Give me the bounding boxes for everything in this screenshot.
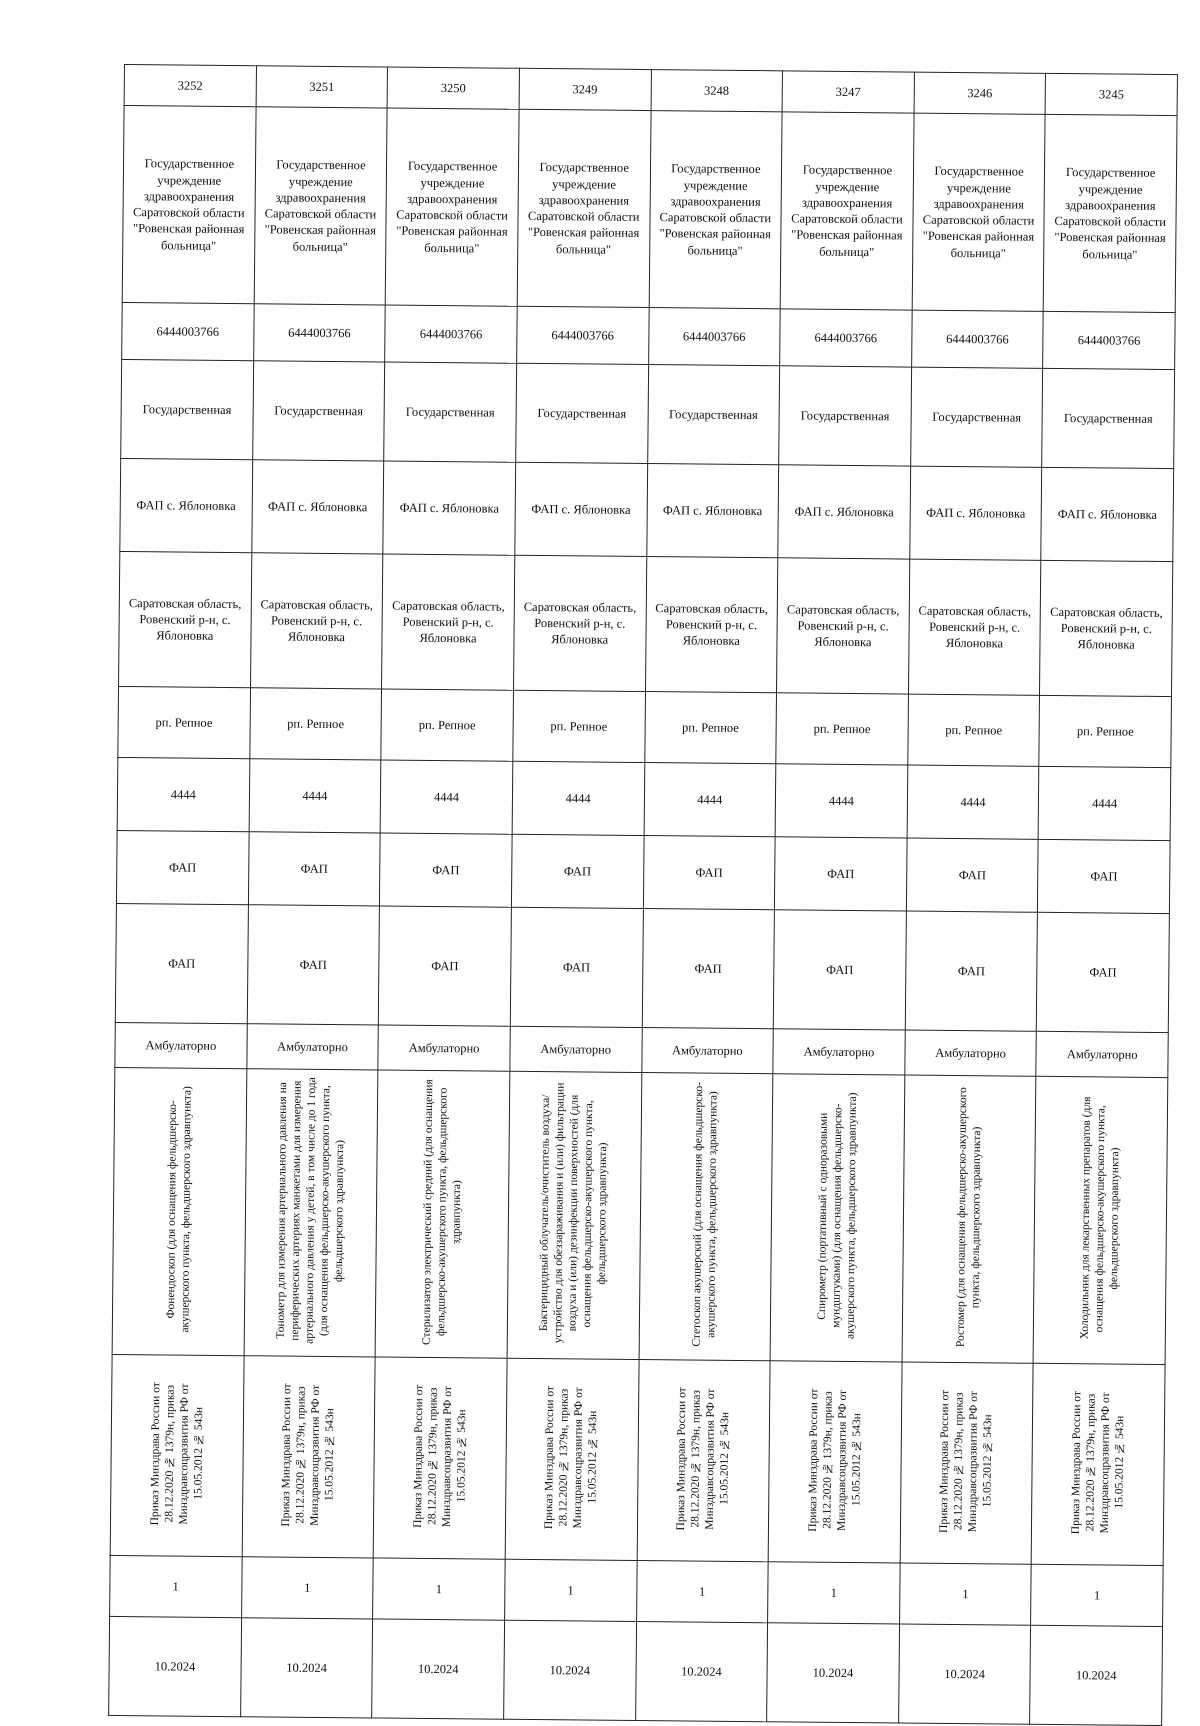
cell-address: Саратовская область, Ровенский р-н, с. Яблоновка bbox=[119, 551, 252, 687]
cell-address: Саратовская область, Ровенский р-н, с. Яблоновка bbox=[513, 555, 646, 691]
row-code bbox=[117, 757, 1171, 840]
cell-order bbox=[1032, 1363, 1166, 1565]
cell-facility-type: ФАП bbox=[906, 838, 1038, 912]
row-locality bbox=[118, 686, 1172, 767]
cell-address: Саратовская область, Ровенский р-н, с. Яблоновка bbox=[645, 557, 778, 693]
cell-locality: рп. Репное bbox=[118, 686, 250, 758]
cell-inn: 6444003766 bbox=[780, 309, 912, 367]
cell-locality: рп. Репное bbox=[776, 693, 908, 765]
cell-order bbox=[242, 1356, 376, 1558]
order-text: Приказ Минздрава России от 28.12.2020 № 1379н, приказ Минздравсоцразвития РФ от 15.05.2012 № 543н bbox=[1069, 1390, 1127, 1534]
cell-number: 3252 bbox=[124, 65, 256, 107]
cell-unit: ФАП с. Яблоновка bbox=[646, 464, 779, 558]
cell-organization: Государственное учреждение здравоохранения Саратовской области "Ровенская районная больница" bbox=[912, 113, 1046, 311]
cell-order bbox=[505, 1358, 639, 1560]
cell-unit: ФАП с. Яблоновка bbox=[778, 465, 911, 559]
equipment-text: Холодильник для лекарственных препаратов (для оснащения фельдшерско-акушерского пункта, фельдшерского здравпункта) bbox=[1078, 1096, 1122, 1340]
cell-care-condition: Амбулаторно bbox=[378, 1025, 510, 1071]
cell-equipment bbox=[1033, 1076, 1167, 1364]
row-unit bbox=[120, 458, 1174, 561]
cell-ownership: Государственная bbox=[779, 366, 912, 466]
cell-ownership: Государственная bbox=[647, 365, 780, 465]
cell-unit: ФАП с. Яблоновка bbox=[910, 466, 1043, 560]
cell-equipment bbox=[507, 1071, 641, 1359]
cell-organization: Государственное учреждение здравоохранения Саратовской области "Ровенская районная больница" bbox=[649, 111, 783, 309]
cell-equipment bbox=[639, 1073, 773, 1361]
equipment-text: Ростомер (для оснащения фельдшерско-акушерского пункта, фельдшерского здравпункта) bbox=[954, 1086, 983, 1347]
cell-number: 3249 bbox=[519, 68, 651, 110]
cell-quantity: 1 bbox=[373, 1558, 505, 1620]
cell-organization: Государственное учреждение здравоохранения Саратовской области "Ровенская районная больница" bbox=[1044, 114, 1178, 312]
cell-number: 3250 bbox=[387, 67, 519, 109]
cell-facility-kind: ФАП bbox=[510, 907, 643, 1027]
cell-number: 3251 bbox=[256, 66, 388, 108]
cell-date: 10.2024 bbox=[504, 1620, 637, 1720]
cell-address: Саратовская область, Ровенский р-н, с. Яблоновка bbox=[382, 554, 515, 690]
scanned-register-page bbox=[109, 64, 1178, 1683]
order-text: Приказ Минздрава России от 28.12.2020 № 1379н, приказ Минздравсоцразвития РФ от 15.05.2012 № 543н bbox=[148, 1381, 205, 1525]
equipment-text: Бактерицидный облучатель/очиститель воздуха/устройство для обеззараживания и (или) фильтрации воздуха и (или) дезинфекции поверхностей (для оснащения фельдшерско-акушерского пункта, фельдшерского здравпункта) bbox=[538, 1082, 610, 1344]
cell-unit: ФАП с. Яблоновка bbox=[515, 462, 648, 556]
equipment-text: Стерилизатор электрический средний (для оснащения фельдшерско-акушерского пункта, фельдшерского здравпункта) bbox=[420, 1078, 464, 1345]
cell-quantity: 1 bbox=[110, 1555, 242, 1617]
cell-date: 10.2024 bbox=[240, 1618, 373, 1718]
cell-date: 10.2024 bbox=[109, 1616, 242, 1716]
cell-locality: рп. Репное bbox=[908, 694, 1040, 766]
cell-care-condition: Амбулаторно bbox=[115, 1022, 247, 1068]
cell-facility-kind: ФАП bbox=[1037, 912, 1170, 1032]
row-inn bbox=[122, 302, 1175, 369]
cell-facility-type: ФАП bbox=[775, 837, 907, 911]
cell-number: 3246 bbox=[914, 72, 1046, 114]
cell-locality: рп. Репное bbox=[249, 688, 381, 760]
cell-order bbox=[373, 1357, 507, 1559]
row-address bbox=[119, 551, 1173, 696]
row-date bbox=[109, 1616, 1163, 1725]
cell-address: Саратовская область, Ровенский р-н, с. Яблоновка bbox=[908, 559, 1041, 695]
cell-facility-type: ФАП bbox=[248, 832, 380, 906]
cell-facility-type: ФАП bbox=[511, 834, 643, 908]
cell-organization: Государственное учреждение здравоохранения Саратовской области "Ровенская районная больница" bbox=[780, 112, 914, 310]
order-text: Приказ Минздрава России от 28.12.2020 № 1379н, приказ Минздравсоцразвития РФ от 15.05.2012 № 543н bbox=[938, 1389, 995, 1533]
cell-unit: ФАП с. Яблоновка bbox=[1041, 467, 1174, 561]
cell-code: 4444 bbox=[644, 763, 776, 837]
order-text: Приказ Минздрава России от 28.12.2020 № 1379н, приказ Минздравсоцразвития РФ от 15.05.2012 № 543н bbox=[411, 1384, 469, 1528]
cell-facility-type: ФАП bbox=[380, 833, 512, 907]
cell-inn: 6444003766 bbox=[911, 310, 1043, 368]
cell-quantity: 1 bbox=[768, 1562, 900, 1624]
cell-locality: рп. Репное bbox=[513, 690, 645, 762]
cell-quantity: 1 bbox=[899, 1563, 1031, 1625]
cell-facility-kind: ФАП bbox=[905, 911, 1038, 1031]
cell-date: 10.2024 bbox=[372, 1619, 505, 1719]
equipment-text: Тонометр для измерения артериального давления на периферических артериях манжетами для измерения артериального давления у детей, в том числе до 1 года (для оснащения фельдшерско-акушерского пункта, фельдшерского здравпункта) bbox=[274, 1077, 347, 1345]
cell-care-condition: Амбулаторно bbox=[510, 1026, 642, 1072]
cell-inn: 6444003766 bbox=[122, 302, 254, 360]
cell-facility-kind: ФАП bbox=[379, 906, 512, 1026]
cell-facility-type: ФАП bbox=[643, 836, 775, 910]
cell-unit: ФАП с. Яблоновка bbox=[383, 461, 516, 555]
row-organization bbox=[122, 106, 1177, 313]
order-text: Приказ Минздрава России от 28.12.2020 № 1379н, приказ Минздравсоцразвития РФ от 15.05.2012 № 543н bbox=[280, 1382, 337, 1527]
cell-code: 4444 bbox=[775, 764, 907, 838]
cell-care-condition: Амбулаторно bbox=[773, 1029, 905, 1075]
cell-ownership: Государственная bbox=[1042, 368, 1175, 468]
order-text: Приказ Минздрава России от 28.12.2020 № 1379н, приказ Минздравсоцразвития РФ от 15.05.2012 № 543н bbox=[675, 1386, 732, 1530]
cell-ownership: Государственная bbox=[516, 363, 649, 463]
cell-facility-type: ФАП bbox=[1038, 839, 1170, 913]
cell-locality: рп. Репное bbox=[381, 689, 513, 761]
cell-unit: ФАП с. Яблоновка bbox=[251, 460, 384, 554]
cell-equipment bbox=[244, 1069, 378, 1357]
order-text: Приказ Минздрава России от 28.12.2020 № 1379н, приказ Минздравсоцразвития РФ от 15.05.2012 № 543н bbox=[543, 1385, 600, 1529]
cell-equipment bbox=[375, 1070, 509, 1358]
cell-equipment bbox=[112, 1067, 246, 1355]
cell-number: 3245 bbox=[1045, 73, 1177, 115]
cell-ownership: Государственная bbox=[384, 362, 517, 462]
cell-care-condition: Амбулаторно bbox=[641, 1028, 773, 1074]
cell-address: Саратовская область, Ровенский р-н, с. Яблоновка bbox=[1040, 560, 1173, 696]
row-quantity bbox=[110, 1555, 1164, 1626]
cell-quantity: 1 bbox=[504, 1559, 636, 1621]
cell-date: 10.2024 bbox=[1030, 1625, 1163, 1725]
cell-organization: Государственное учреждение здравоохранения Саратовской области "Ровенская районная больница" bbox=[122, 106, 256, 304]
order-text: Приказ Минздрава России от 28.12.2020 № 1379н, приказ Минздравсоцразвития РФ от 15.05.2012 № 543н bbox=[806, 1387, 863, 1532]
cell-ownership: Государственная bbox=[910, 367, 1043, 467]
cell-care-condition: Амбулаторно bbox=[1036, 1031, 1168, 1077]
cell-unit: ФАП с. Яблоновка bbox=[120, 458, 253, 552]
cell-organization: Государственное учреждение здравоохранения Саратовской области "Ровенская районная больница" bbox=[517, 109, 651, 307]
cell-locality: рп. Репное bbox=[644, 692, 776, 764]
cell-equipment bbox=[902, 1075, 1036, 1363]
cell-ownership: Государственная bbox=[252, 361, 385, 461]
cell-inn: 6444003766 bbox=[648, 308, 780, 366]
cell-number: 3247 bbox=[782, 71, 914, 113]
cell-inn: 6444003766 bbox=[517, 306, 649, 364]
cell-inn: 6444003766 bbox=[1043, 311, 1175, 369]
equipment-text: Стетоскоп акушерский (для оснащения фельдшерско-акушерского пункта, фельдшерского здравпункта) bbox=[691, 1082, 720, 1347]
cell-code: 4444 bbox=[380, 760, 512, 834]
cell-facility-kind: ФАП bbox=[642, 909, 775, 1029]
row-ownership bbox=[121, 359, 1175, 468]
cell-facility-kind: ФАП bbox=[247, 905, 380, 1025]
cell-date: 10.2024 bbox=[898, 1624, 1031, 1724]
cell-facility-kind: ФАП bbox=[115, 903, 248, 1023]
cell-facility-kind: ФАП bbox=[773, 910, 906, 1030]
cell-address: Саратовская область, Ровенский р-н, с. Яблоновка bbox=[777, 558, 910, 694]
equipment-text: Спирометр (портативный с одноразовыми мундштуками) (для оснащения фельдшерско-акушерского пункта, фельдшерского здравпункта) bbox=[815, 1092, 859, 1340]
cell-order bbox=[637, 1359, 771, 1561]
row-order-reference bbox=[110, 1354, 1165, 1565]
row-facility-kind bbox=[115, 903, 1169, 1032]
cell-code: 4444 bbox=[117, 757, 249, 831]
cell-address: Саратовская область, Ровенский р-н, с. Яблоновка bbox=[250, 553, 383, 689]
cell-code: 4444 bbox=[1038, 766, 1170, 840]
cell-number: 3248 bbox=[651, 70, 783, 112]
row-facility-type bbox=[116, 830, 1170, 913]
cell-date: 10.2024 bbox=[635, 1621, 768, 1721]
cell-inn: 6444003766 bbox=[385, 305, 517, 363]
cell-code: 4444 bbox=[907, 765, 1039, 839]
cell-locality: рп. Репное bbox=[1039, 695, 1171, 767]
cell-facility-type: ФАП bbox=[116, 830, 248, 904]
cell-order bbox=[768, 1361, 902, 1563]
cell-quantity: 1 bbox=[241, 1557, 373, 1619]
cell-order bbox=[900, 1362, 1034, 1564]
cell-organization: Государственное учреждение здравоохранения Саратовской области "Ровенская районная больница" bbox=[385, 108, 519, 306]
cell-quantity: 1 bbox=[1031, 1564, 1163, 1626]
cell-equipment bbox=[770, 1074, 904, 1362]
cell-care-condition: Амбулаторно bbox=[246, 1024, 378, 1070]
equipment-register-table bbox=[108, 64, 1178, 1726]
cell-date: 10.2024 bbox=[767, 1623, 900, 1723]
cell-code: 4444 bbox=[249, 759, 381, 833]
cell-code: 4444 bbox=[512, 761, 644, 835]
equipment-text: Фонендоскоп (для оснащения фельдшерско-акушерского пункта, фельдшерского здравпункта) bbox=[164, 1086, 194, 1333]
row-equipment bbox=[112, 1067, 1168, 1364]
cell-care-condition: Амбулаторно bbox=[905, 1030, 1037, 1076]
cell-organization: Государственное учреждение здравоохранения Саратовской области "Ровенская районная больница" bbox=[254, 107, 388, 305]
cell-ownership: Государственная bbox=[121, 359, 254, 459]
cell-inn: 6444003766 bbox=[253, 304, 385, 362]
cell-quantity: 1 bbox=[636, 1560, 768, 1622]
cell-order bbox=[110, 1354, 244, 1556]
